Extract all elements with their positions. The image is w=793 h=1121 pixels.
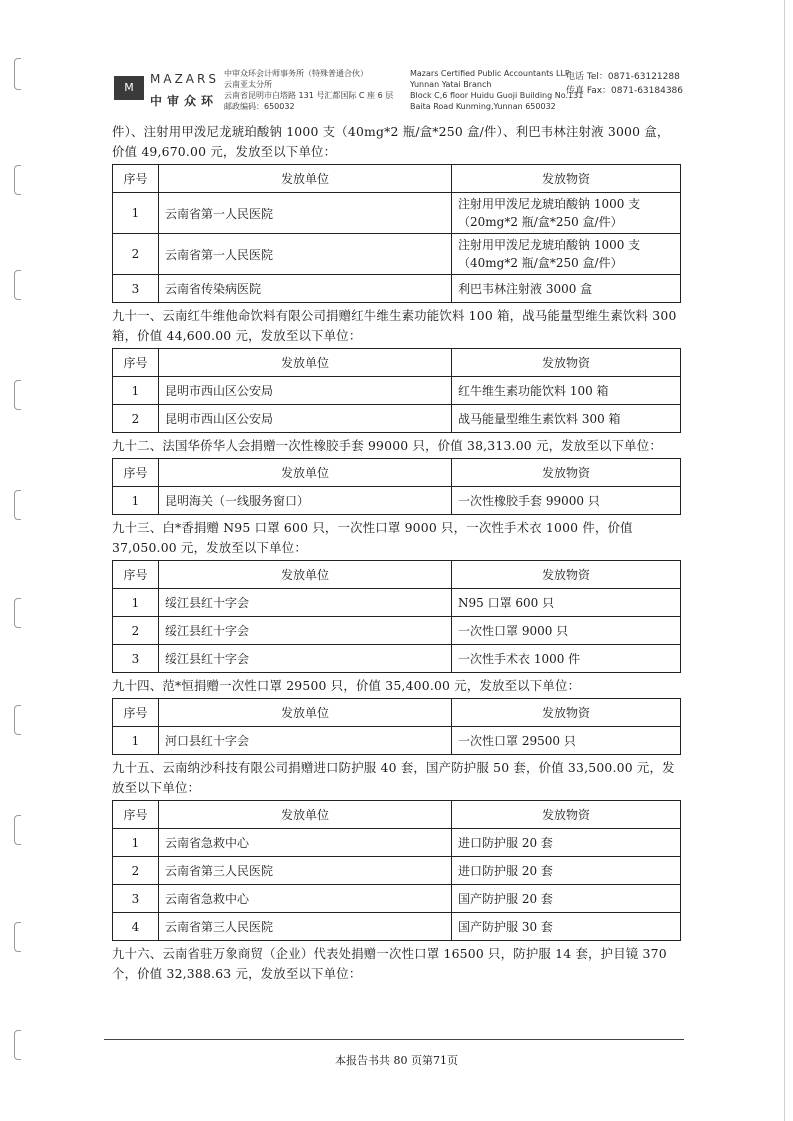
table-row: [113, 727, 681, 755]
table-header-row: [113, 349, 681, 377]
header-index: 序号: [113, 699, 159, 727]
row-item: 注射用甲泼尼龙琥珀酸钠 1000 支（40mg*2 瓶/盒*250 盒/件）: [452, 234, 681, 275]
table-header-row: [113, 699, 681, 727]
row-index: 1: [113, 829, 159, 857]
header-item: 发放物资: [452, 349, 681, 377]
binding-mark: [14, 165, 21, 195]
page-edge: [784, 0, 785, 1121]
header-item: 发放物资: [452, 699, 681, 727]
table-row: [113, 405, 681, 433]
row-unit: 河口县红十字会: [159, 727, 452, 755]
binding-mark: [14, 922, 21, 952]
table-header-row: [113, 801, 681, 829]
row-unit: 云南省第一人民医院: [159, 193, 452, 234]
distribution-table: [112, 164, 681, 303]
header-unit: 发放单位: [159, 349, 452, 377]
row-item: 进口防护服 20 套: [452, 829, 681, 857]
footer-divider: [104, 1039, 684, 1040]
row-unit: 云南省传染病医院: [159, 275, 452, 303]
distribution-table: [112, 800, 681, 941]
row-index: 3: [113, 645, 159, 673]
row-unit: 昆明市西山区公安局: [159, 377, 452, 405]
binding-mark: [14, 58, 21, 90]
table-row: [113, 377, 681, 405]
row-item: 一次性口罩 9000 只: [452, 617, 681, 645]
table-row: [113, 275, 681, 303]
row-index: 3: [113, 275, 159, 303]
row-unit: 云南省第三人民医院: [159, 857, 452, 885]
address-en: Mazars Certified Public Accountants LLP Yunnan Yatai Branch Block C,6 floor Huidu Guoji Building No.131 Baita Road Kunming,Yunnan 650032: [410, 69, 584, 111]
header-unit: 发放单位: [159, 459, 452, 487]
row-unit: 云南省第一人民医院: [159, 234, 452, 275]
row-item: 进口防护服 20 套: [452, 857, 681, 885]
binding-mark: [14, 705, 21, 735]
table-header-row: [113, 165, 681, 193]
row-unit: 绥江县红十字会: [159, 617, 452, 645]
row-unit: 绥江县红十字会: [159, 589, 452, 617]
table-row: [113, 234, 681, 275]
distribution-table: [112, 698, 681, 755]
table-row: [113, 589, 681, 617]
contact-info: 电话 Tel：0871-63121288 传真 Fax：0871-63184386: [566, 72, 684, 96]
binding-mark: [14, 270, 21, 300]
header-item: 发放物资: [452, 561, 681, 589]
closing-paragraph: 九十六、云南省驻万象商贸（企业）代表处捐赠一次性口罩 16500 只，防护服 14 套，护目镜 370 个，价值 32,388.63 元，发放至以下单位：: [112, 946, 667, 981]
row-item: 一次性橡胶手套 99000 只: [452, 487, 681, 515]
row-index: 1: [113, 377, 159, 405]
binding-mark: [14, 598, 21, 628]
header-unit: 发放单位: [159, 699, 452, 727]
row-index: 1: [113, 589, 159, 617]
mazars-logo-icon: M: [114, 76, 144, 100]
row-item: N95 口罩 600 只: [452, 589, 681, 617]
report-body: [112, 122, 680, 984]
header-index: 序号: [113, 561, 159, 589]
table-header-row: [113, 561, 681, 589]
row-unit: 云南省第三人民医院: [159, 913, 452, 941]
row-index: 3: [113, 885, 159, 913]
header-unit: 发放单位: [159, 561, 452, 589]
table-row: [113, 829, 681, 857]
header-unit: 发放单位: [159, 165, 452, 193]
address-cn: 中审众环会计师事务所（特殊普通合伙） 云南亚太分所 云南省昆明市白塔路 131 号汇都国际 C 座 6 层 邮政编码：650032: [224, 69, 394, 111]
header-index: 序号: [113, 459, 159, 487]
table-row: [113, 857, 681, 885]
row-item: 战马能量型维生素饮料 300 箱: [452, 405, 681, 433]
row-item: 注射用甲泼尼龙琥珀酸钠 1000 支（20mg*2 瓶/盒*250 盒/件）: [452, 193, 681, 234]
row-index: 2: [113, 617, 159, 645]
table-row: [113, 487, 681, 515]
row-item: 一次性口罩 29500 只: [452, 727, 681, 755]
row-index: 2: [113, 234, 159, 275]
logo-text-cn: 中审众环: [150, 94, 219, 108]
distribution-table: [112, 348, 681, 433]
distribution-table: [112, 458, 681, 515]
binding-mark: [14, 815, 21, 845]
header-index: 序号: [113, 349, 159, 377]
section-intro: 九十四、范*恒捐赠一次性口罩 29500 只，价值 35,400.00 元，发放至以下单位：: [112, 678, 581, 693]
page-footer: 本报告书共 80 页第71页: [335, 1054, 458, 1067]
distribution-table: [112, 560, 681, 673]
row-index: 1: [113, 487, 159, 515]
header-index: 序号: [113, 801, 159, 829]
section-intro: 九十一、云南红牛维他命饮料有限公司捐赠红牛维生素功能饮料 100 箱，战马能量型维生素饮料 300 箱，价值 44,600.00 元，发放至以下单位：: [112, 308, 677, 343]
row-item: 国产防护服 20 套: [452, 885, 681, 913]
row-unit: 云南省急救中心: [159, 829, 452, 857]
row-index: 2: [113, 857, 159, 885]
row-unit: 昆明市西山区公安局: [159, 405, 452, 433]
table-row: [113, 645, 681, 673]
header-item: 发放物资: [452, 459, 681, 487]
row-item: 红牛维生素功能饮料 100 箱: [452, 377, 681, 405]
logo-text-en: MAZARS: [150, 72, 219, 86]
letterhead: [114, 64, 684, 118]
row-index: 2: [113, 405, 159, 433]
header-unit: 发放单位: [159, 801, 452, 829]
table-row: [113, 885, 681, 913]
header-item: 发放物资: [452, 801, 681, 829]
table-row: [113, 193, 681, 234]
table-row: [113, 617, 681, 645]
table-row: [113, 913, 681, 941]
section-intro: 九十五、云南纳沙科技有限公司捐赠进口防护服 40 套，国产防护服 50 套，价值 33,500.00 元，发放至以下单位：: [112, 760, 675, 795]
binding-mark: [14, 380, 21, 410]
row-unit: 云南省急救中心: [159, 885, 452, 913]
row-item: 利巴韦林注射液 3000 盒: [452, 275, 681, 303]
header-index: 序号: [113, 165, 159, 193]
row-unit: 昆明海关（一线服务窗口）: [159, 487, 452, 515]
section-intro: 九十三、白*香捐赠 N95 口罩 600 只，一次性口罩 9000 只，一次性手术衣 1000 件，价值 37,050.00 元，发放至以下单位：: [112, 520, 633, 555]
row-item: 国产防护服 30 套: [452, 913, 681, 941]
row-index: 1: [113, 727, 159, 755]
header-item: 发放物资: [452, 165, 681, 193]
table-header-row: [113, 459, 681, 487]
row-index: 4: [113, 913, 159, 941]
row-unit: 绥江县红十字会: [159, 645, 452, 673]
section-intro: 件）、注射用甲泼尼龙琥珀酸钠 1000 支（40mg*2 瓶/盒*250 盒/件）、利巴韦林注射液 3000 盒，价值 49,670.00 元，发放至以下单位：: [112, 124, 670, 159]
row-item: 一次性手术衣 1000 件: [452, 645, 681, 673]
section-intro: 九十二、法国华侨华人会捐赠一次性橡胶手套 99000 只，价值 38,313.00 元，发放至以下单位：: [112, 438, 662, 453]
binding-mark: [14, 490, 21, 520]
row-index: 1: [113, 193, 159, 234]
